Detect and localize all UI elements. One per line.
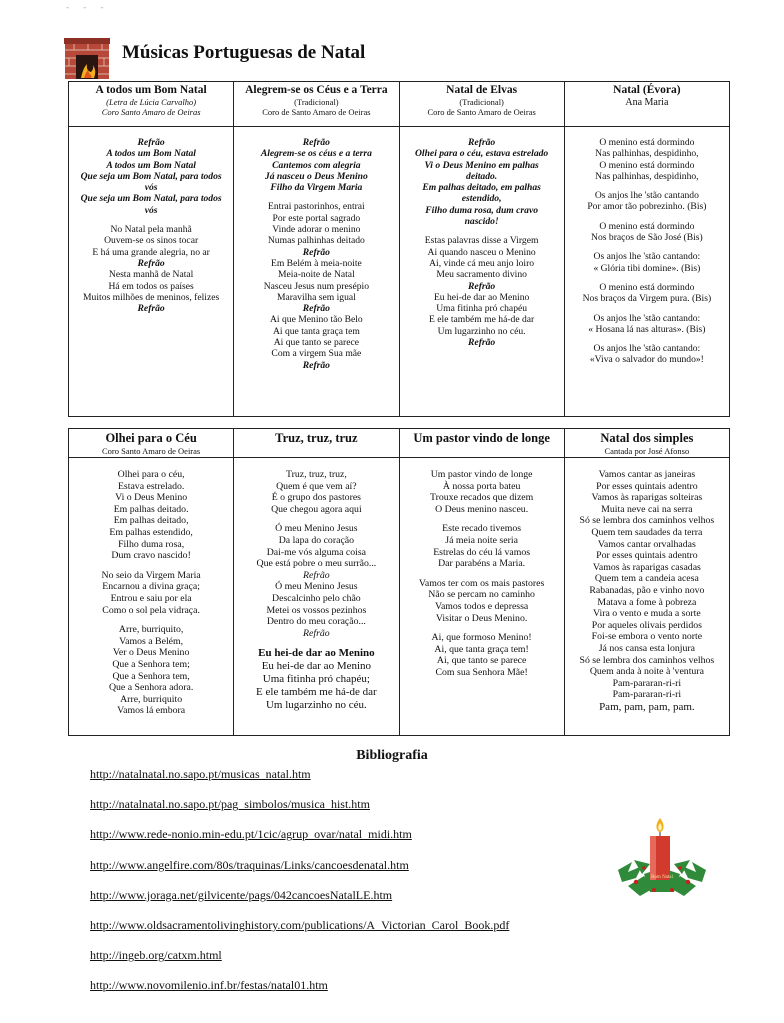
song-title: Natal dos simples <box>600 431 694 445</box>
lyric-line: Já nos cansa esta lonjura <box>598 642 696 654</box>
lyric-line: Eu hei-de dar ao Menino <box>258 647 375 660</box>
lyric-line: Quem tem saudades da terra <box>591 526 703 538</box>
lyric-line: Vi o Deus Menino em palhas <box>424 159 539 171</box>
lyric-line: Pam, pam, pam, pam. <box>599 700 695 713</box>
lyric-line: Por este portal sagrado <box>272 212 361 224</box>
refrain-marker: Refrão <box>468 280 496 292</box>
stanza-gap <box>400 624 564 632</box>
lyric-line: Estrelas do céu lá vamos <box>433 546 531 558</box>
lyric-line: Visitar o Deus Menino. <box>435 612 528 624</box>
song-header <box>565 82 729 127</box>
lyric-line: Foi-se embora o vento norte <box>591 631 703 643</box>
lyric-line: Eu hei-de dar ao Menino <box>261 660 372 673</box>
song-lyrics <box>234 458 398 712</box>
song-column-natal-evora <box>565 82 729 416</box>
song-lyrics <box>234 127 398 371</box>
song-column-truz-truz-truz <box>234 429 399 735</box>
lyric-line: À nossa porta bateu <box>442 480 521 492</box>
bibliography-link[interactable]: http://www.oldsacramentolivinghistory.com/publications/A_Victorian_Carol_Book.pdf <box>90 917 510 932</box>
bibliography-link[interactable]: http://www.rede-nonio.min-edu.pt/1cic/agrup_ovar/natal_midi.htm <box>90 827 412 842</box>
bibliography-link[interactable]: http://www.angelfire.com/80s/traquinas/Links/cancoesdenatal.htm <box>90 857 409 872</box>
song-lyrics <box>69 127 233 314</box>
lyric-line: Com sua Senhora Mãe! <box>435 666 528 678</box>
bibliography-link[interactable]: http://www.joraga.net/gilvicente/pags/042cancoesNatalLE.htm <box>90 887 393 902</box>
song-header <box>234 82 398 127</box>
fireplace-icon <box>64 38 110 80</box>
lyric-line: E há uma grande alegria, no ar <box>92 246 210 258</box>
song-credit: (Tradicional) <box>459 97 504 107</box>
lyric-line: Encarnou a divina graça; <box>102 581 200 593</box>
songs-table-top <box>68 81 730 417</box>
song-column-a-todos-um-bom-natal <box>69 82 234 416</box>
lyric-line: Nos braços de São José (Bis) <box>591 232 703 244</box>
lyric-line: Nos braços da Virgem pura. (Bis) <box>582 293 712 305</box>
refrain-marker: Refrão <box>303 569 330 581</box>
lyric-line: Vamos às raparigas solteiras <box>591 492 703 504</box>
stanza-gap <box>234 193 398 201</box>
stanza-gap <box>69 562 233 570</box>
lyric-line: Dentro do meu coração... <box>266 616 366 628</box>
lyric-line: Uma fitinha pró chapéu; <box>262 673 370 686</box>
lyric-line: Numas palhinhas deitado <box>267 235 365 247</box>
lyric-line: vós <box>144 182 158 194</box>
lyric-line: Os anjos lhe 'stão cantando: <box>593 343 701 355</box>
stanza-gap <box>565 305 729 313</box>
lyric-line: Vi o Deus Menino <box>115 492 188 504</box>
stanza-gap <box>565 243 729 251</box>
refrain-marker: Refrão <box>468 337 496 349</box>
lyric-line: Dai-me vós alguma coisa <box>266 546 367 558</box>
lyric-line: Que chegou agora aqui <box>271 503 362 515</box>
lyric-line: Filho da Virgem Maria <box>270 182 363 194</box>
stanza-gap <box>565 213 729 221</box>
lyric-line: Que a Senhora tem, <box>112 670 190 682</box>
song-title: Natal de Elvas <box>446 84 518 96</box>
lyric-line: Ó meu Menino Jesus <box>275 523 358 535</box>
lyric-line: Muitos milhões de meninos, felizes <box>83 291 220 303</box>
lyric-line: Ai que tanta graça tem <box>272 325 360 337</box>
lyric-line: Muita neve cai na serra <box>601 503 693 515</box>
stanza-gap <box>400 227 564 235</box>
song-credit: Coro Santo Amaro de Oeiras <box>102 446 201 456</box>
lyric-line: O menino está dormindo <box>599 220 695 232</box>
lyric-line: Ouvem-se os sinos tocar <box>104 235 199 247</box>
lyric-line: Pam-pararan-ri-ri <box>612 689 682 701</box>
lyric-line: Vinde adorar o menino <box>272 224 361 236</box>
song-credit: Cantada por José Afonso <box>604 446 690 456</box>
lyric-line: No Natal pela manhã <box>110 224 192 236</box>
song-header <box>69 82 233 127</box>
lyric-line: Vamos cantar orvalhadas <box>597 538 696 550</box>
lyric-line: Ai quando nasceu o Menino <box>427 246 536 258</box>
lyric-line: Que a Senhora adora. <box>108 682 194 694</box>
lyric-line: Nas palhinhas, despidinho, <box>595 148 699 160</box>
song-title: Olhei para o Céu <box>105 431 197 445</box>
lyric-line: Nasceu Jesus num presépio <box>263 280 369 292</box>
lyric-line: Um pastor vindo de longe <box>430 469 533 480</box>
lyric-line: No seio da Virgem Maria <box>101 569 201 581</box>
song-header <box>400 429 564 458</box>
lyric-line: Eu hei-de dar ao Menino <box>433 291 530 303</box>
stanza-gap <box>400 515 564 523</box>
lyric-line: Quem tem a candeia acesa <box>594 573 699 585</box>
bibliography-link[interactable]: http://ingeb.org/catxm.html <box>90 948 222 963</box>
stanza-gap <box>69 216 233 224</box>
lyric-line: O Deus menino nasceu. <box>435 503 529 515</box>
song-credit: Coro de Santo Amaro de Oeiras <box>427 107 536 117</box>
lyric-line: «Viva o salvador do mundo»! <box>589 354 704 366</box>
lyric-line: « Hosana lá nas alturas». (Bis) <box>588 323 706 335</box>
lyric-line: Pam-pararan-ri-ri <box>612 677 682 689</box>
song-header <box>69 429 233 458</box>
lyric-line: nascido! <box>464 216 499 228</box>
song-lyrics <box>69 458 233 717</box>
song-credit: Coro Santo Amaro de Oeiras <box>101 107 201 117</box>
lyric-line: deitado. <box>466 170 498 182</box>
lyric-line: O menino está dormindo <box>599 159 695 171</box>
lyric-line: Filho duma rosa, dum cravo <box>425 204 538 216</box>
lyric-line: É o grupo dos pastores <box>271 492 361 504</box>
page-title: Músicas Portuguesas de Natal <box>122 42 366 63</box>
lyric-line: Ai, que tanta graça tem! <box>434 643 529 655</box>
lyric-line: Os anjos lhe 'stão cantando: <box>593 312 701 324</box>
lyric-line: Ai que tanto se parece <box>273 337 359 349</box>
lyric-line: Os anjos lhe 'stão cantando: <box>593 251 701 263</box>
lyric-line: Vamos a Belém, <box>119 635 184 647</box>
lyric-line: Em Belém à meia-noite <box>270 257 362 269</box>
christmas-candle-icon <box>614 816 710 902</box>
song-lyrics <box>565 458 729 714</box>
lyric-line: Estava estrelado. <box>117 480 185 492</box>
lyric-line: Meia-noite de Natal <box>278 269 355 281</box>
candle-label: Bom Natal <box>651 875 673 880</box>
song-credit: (Tradicional) <box>294 97 339 107</box>
song-column-olhei-para-o-ceu <box>69 429 234 735</box>
lyric-line: Olhei para o céu, <box>117 469 185 480</box>
scan-marks: - - - <box>66 2 110 12</box>
lyric-line: Vamos às raparigas casadas <box>592 561 701 573</box>
stanza-gap <box>565 274 729 282</box>
lyric-line: Em palhas estendido, <box>109 526 193 538</box>
song-title: Natal (Évora) <box>613 84 681 96</box>
lyric-line: Dar parabéns a Maria. <box>438 558 526 570</box>
refrain-marker: Refrão <box>302 137 330 148</box>
song-column-natal-dos-simples <box>565 429 729 735</box>
song-header <box>400 82 564 127</box>
lyric-line: Nesta manhã de Natal <box>108 269 194 281</box>
lyric-line: Dum cravo nascido! <box>111 550 191 562</box>
bibliography-title: Bibliografia <box>356 748 428 763</box>
lyric-line: vós <box>144 204 158 216</box>
song-credit: Coro de Santo Amaro de Oeiras <box>262 107 371 117</box>
song-title: Alegrem-se os Céus e a Terra <box>245 84 388 96</box>
song-column-alegrem-se-os-ceus-e-a-terra <box>234 82 399 416</box>
lyric-line: Por aqueles olivais perdidos <box>591 619 702 631</box>
lyric-line: Já nasceu o Deus Menino <box>264 170 368 182</box>
song-credit: Ana Maria <box>625 97 669 108</box>
lyric-line: Que seja um Bom Natal, para todos <box>80 170 222 182</box>
song-column-um-pastor-vindo-de-longe <box>400 429 565 735</box>
song-lyrics <box>565 127 729 366</box>
lyric-line: Só se lembra dos caminhos velhos <box>579 654 715 666</box>
lyric-line: E ele também me há-de dar <box>429 314 535 326</box>
lyric-line: Filho duma rosa, <box>118 538 185 550</box>
song-header <box>234 429 398 458</box>
lyric-line: Com a virgem Sua mãe <box>271 348 362 360</box>
lyric-line: Em palhas deitado, em palhas <box>422 182 541 194</box>
lyric-line: Vamos lá embora <box>117 705 186 717</box>
lyric-line: Ai, que tanto se parece <box>436 655 527 667</box>
refrain-marker: Refrão <box>468 137 496 148</box>
lyric-line: Cantemos com alegria <box>272 159 361 171</box>
lyric-line: Vamos ter com os mais pastores <box>418 577 545 589</box>
page-header <box>64 38 464 82</box>
refrain-marker: Refrão <box>137 303 165 315</box>
lyric-line: Vamos cantar as janeiras <box>598 469 696 480</box>
lyric-line: Ó meu Menino Jesus <box>275 581 358 593</box>
song-column-natal-de-elvas <box>400 82 565 416</box>
lyric-line: Metei os vossos pezinhos <box>266 604 367 616</box>
lyric-line: Ai, vinde cá meu anjo loiro <box>429 257 535 269</box>
lyric-line: Por amor tão pobrezinho. (Bis) <box>587 201 707 213</box>
stanza-gap <box>565 182 729 190</box>
lyric-line: Maravilha sem igual <box>276 291 356 303</box>
refrain-marker: Refrão <box>302 359 330 371</box>
lyric-line: O menino está dormindo <box>599 281 695 293</box>
lyric-line: Não se percam no caminho <box>428 589 535 601</box>
lyric-line: Rabanadas, pão e vinho novo <box>589 584 705 596</box>
song-lyrics <box>400 127 564 348</box>
song-header <box>565 429 729 458</box>
bibliography-list <box>90 767 509 1009</box>
lyric-line: Que a Senhora tem; <box>112 658 190 670</box>
lyric-line: A todos um Bom Natal <box>106 148 196 160</box>
lyric-line: estendido, <box>461 193 502 205</box>
lyric-line: Entrai pastorinhos, entrai <box>268 201 365 213</box>
lyric-line: Como o sol pela vidraça. <box>102 604 200 616</box>
song-title: Um pastor vindo de longe <box>413 431 550 445</box>
lyric-line: Entrou e saiu por ela <box>110 592 192 604</box>
lyric-line: « Glória tibi domine». (Bis) <box>593 262 701 274</box>
refrain-marker: Refrão <box>137 257 165 269</box>
lyric-line: Arre, burriquito, <box>118 624 184 636</box>
lyric-line: Quem é que vem aí? <box>276 480 357 492</box>
lyric-line: Por esses quintais adentro <box>596 480 698 492</box>
lyric-line: E ele também me há-de dar <box>256 685 377 698</box>
lyric-line: Ai que Menino tão Belo <box>270 314 363 326</box>
lyric-line: Trouxe recados que dizem <box>429 492 534 504</box>
lyric-line: Por esses quintais adentro <box>596 550 698 562</box>
lyric-line: Há em todos os países <box>108 280 194 292</box>
song-lyrics <box>400 458 564 679</box>
refrain-marker: Refrão <box>303 627 330 639</box>
lyric-line: Estas palavras disse a Virgem <box>424 235 539 247</box>
lyric-line: Em palhas deitado, <box>113 515 189 527</box>
lyric-line: Que seja um Bom Natal, para todos <box>80 193 222 205</box>
lyric-line: Vira o vento e muda a sorte <box>593 608 701 620</box>
stanza-gap <box>565 335 729 343</box>
lyric-line: Um lugarzinho no céu. <box>265 698 367 711</box>
lyric-line: Olhei para o céu, estava estrelado <box>415 148 549 160</box>
bibliography-link[interactable]: http://www.novomilenio.inf.br/festas/natal01.htm <box>90 978 328 993</box>
lyric-line: Quem anda à noite à 'ventura <box>589 666 704 678</box>
bibliography-link[interactable]: http://natalnatal.no.sapo.pt/musicas_natal.htm <box>90 767 311 781</box>
lyric-line: Os anjos lhe 'stão cantando <box>594 190 699 202</box>
lyric-line: Arre, burriquito <box>120 693 183 705</box>
lyric-line: Meu sacramento divino <box>436 269 527 281</box>
stanza-gap <box>400 570 564 578</box>
lyric-line: Alegrem-se os céus e a terra <box>260 148 372 160</box>
refrain-marker: Refrão <box>302 303 330 315</box>
lyric-line: Ver o Deus Menino <box>112 647 190 659</box>
lyric-line: Da lapa do coração <box>278 534 355 546</box>
refrain-marker: Refrão <box>302 246 330 258</box>
bibliography-link[interactable]: http://natalnatal.no.sapo.pt/pag_simbolos/musica_hist.htm <box>90 797 370 812</box>
lyric-line: Matava a fome à pobreza <box>597 596 697 608</box>
lyric-line: Truz, truz, truz, <box>285 469 347 480</box>
lyric-line: Nas palhinhas, despidinho, <box>595 170 699 182</box>
songs-table-bottom <box>68 428 730 736</box>
lyric-line: Em palhas deitado. <box>113 503 189 515</box>
lyric-line: Um lugarzinho no céu. <box>437 325 526 337</box>
song-credit: (Letra de Lúcia Carvalho) <box>106 97 197 107</box>
lyric-line: Vamos todos e depressa <box>434 600 529 612</box>
lyric-line: Só se lembra dos caminhos velhos <box>579 515 715 527</box>
lyric-line: A todos um Bom Natal <box>106 159 196 171</box>
lyric-line: Ai, que formoso Menino! <box>431 632 532 644</box>
lyric-line: Descalcinho pelo chão <box>272 592 361 604</box>
lyric-line: Este recado tivemos <box>442 523 522 535</box>
stanza-gap <box>69 616 233 624</box>
refrain-marker: Refrão <box>137 137 165 148</box>
song-title: A todos um Bom Natal <box>95 84 207 96</box>
stanza-gap <box>234 639 398 647</box>
lyric-line: Que está pobre o meu surrão... <box>256 558 377 570</box>
lyric-line: Uma fitinha pró chapéu <box>436 303 528 315</box>
song-title: Truz, truz, truz <box>275 431 358 445</box>
lyric-line: Já meia noite seria <box>445 534 518 546</box>
lyric-line: O menino está dormindo <box>599 137 695 148</box>
